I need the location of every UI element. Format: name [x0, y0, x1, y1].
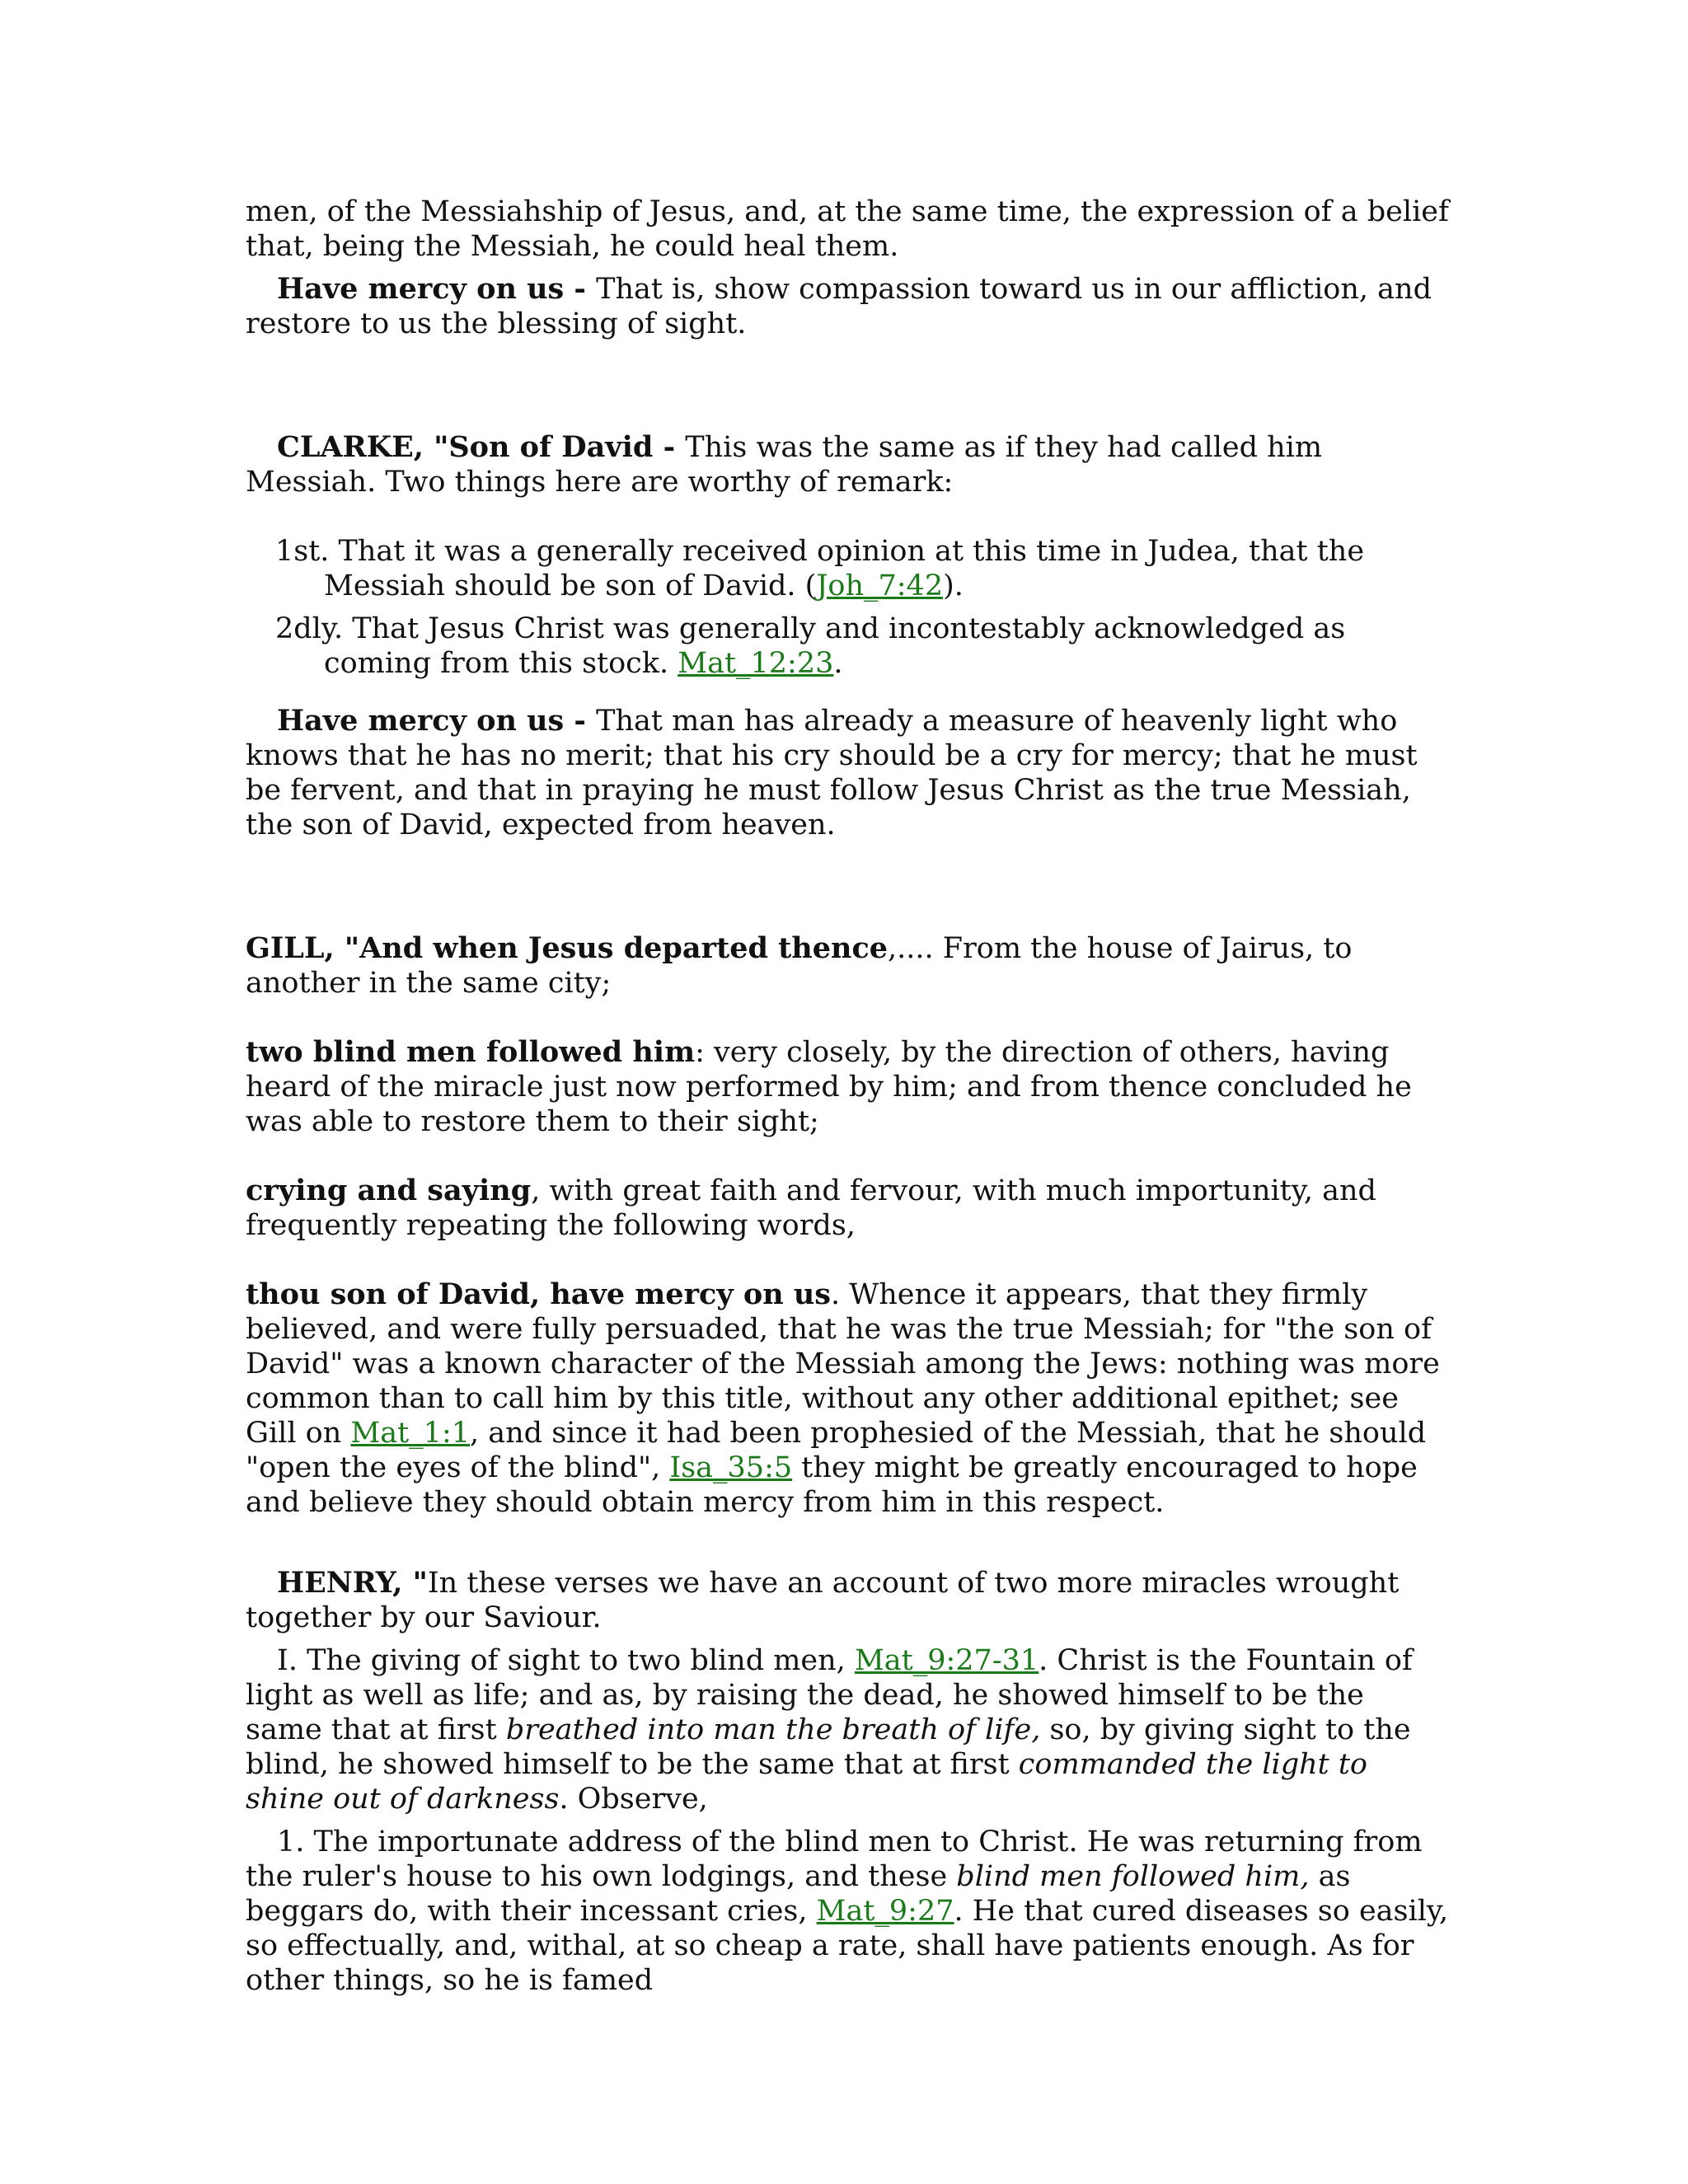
paragraph-gill-son-of-david: thou son of David, have mercy on us. Whence it appears, that they firmly believed, and were fully persuaded, that he was the true Messiah; for "the son of David" was a known character of the Messiah among the Jews: nothing was more common than to call him by this title, without any other additional epithet; see Gill on Mat_1:1, and since it had been prophesied of the Messiah, that he should "open the eyes of the blind", Isa_35:5 they might be greatly encouraged to hope and believe they should obtain mercy from him in this respect. — [246, 1277, 1440, 1519]
scripture-link-mat-9-27-31[interactable]: Mat_9:27-31 — [854, 1644, 1039, 1677]
list-item: 2dly. That Jesus Christ was generally and incontestably acknowledged as coming from this stock. Mat_12:23. — [275, 612, 1346, 680]
commentator-heading-clarke: CLARKE, "Son of David - — [277, 430, 686, 464]
document-page — [246, 194, 1449, 1998]
commentator-heading-gill: GILL, "And when Jesus departed thence — [246, 931, 889, 965]
paragraph-clarke-have-mercy: Have mercy on us - That man has already a measure of heavenly light who knows that he has no merit; that his cry should be a cry for mercy; that he must be fervent, and that in praying he must follow Jesus Christ as the true Messiah, the son of David, expected from heaven. — [246, 704, 1418, 841]
scripture-link-mat-1-1[interactable]: Mat_1:1 — [350, 1417, 471, 1450]
paragraph-clarke-son-of-david: CLARKE, "Son of David - This was the same as if they had called him Messiah. Two things here are worthy of remark: — [246, 430, 1323, 499]
commentator-heading-henry: HENRY, " — [277, 1566, 428, 1600]
paragraph-messiahship: men, of the Messiahship of Jesus, and, at the same time, the expression of a belief that, being the Messiah, he could heal them. — [246, 195, 1449, 263]
paragraph-henry-intro: HENRY, "In these verses we have an account of two more miracles wrought together by our Saviour. — [246, 1566, 1400, 1634]
list-item: 1st. That it was a generally received opinion at this time in Judea, that the Messiah should be son of David. (Joh_7:42). — [275, 535, 1365, 602]
bold-heading: two blind men followed him — [246, 1035, 696, 1069]
bold-heading: crying and saying — [246, 1174, 532, 1207]
paragraph-barnes-have-mercy: Have mercy on us - That is, show compassion toward us in our affliction, and restore to us the blessing of sight. — [246, 272, 1432, 340]
bold-heading: Have mercy on us - — [277, 272, 597, 306]
paragraph-gill-departed: GILL, "And when Jesus departed thence,.... From the house of Jairus, to another in the same city; — [246, 931, 1353, 1000]
clarke-remarks-list — [246, 534, 1449, 681]
scripture-link-isa-35-5[interactable]: Isa_35:5 — [669, 1451, 793, 1484]
paragraph-henry-sight: I. The giving of sight to two blind men, Mat_9:27-31. Christ is the Fountain of light as well as life; and as, by raising the dead, he showed himself to be the same that at first breathed into man the breath of life, so, by giving sight to the blind, he showed himself to be the same that at first commanded the light to shine out of darkness. Observe, — [246, 1644, 1413, 1816]
bold-heading: thou son of David, have mercy on us — [246, 1277, 831, 1311]
scripture-link-joh-7-42[interactable]: Joh_7:42 — [816, 569, 944, 602]
paragraph-gill-crying: crying and saying, with great faith and fervour, with much importunity, and frequently repeating the following words, — [246, 1174, 1376, 1242]
paragraph-gill-two-blind-men: two blind men followed him: very closely, by the direction of others, having heard of the miracle just now performed by him; and from thence concluded he was able to restore them to their sight; — [246, 1035, 1412, 1138]
scripture-link-mat-12-23[interactable]: Mat_12:23 — [678, 647, 834, 680]
paragraph-henry-address: 1. The importunate address of the blind men to Christ. He was returning from the ruler's house to his own lodgings, and these blind men followed him, as beggars do, with their incessant cries, Mat_9:27. He that cured diseases so easily, so effectually, and, withal, at so cheap a rate, shall have patients enough. As for other things, so he is famed — [246, 1825, 1449, 1997]
bold-heading: Have mercy on us - — [277, 704, 597, 738]
scripture-link-mat-9-27[interactable]: Mat_9:27 — [816, 1895, 954, 1928]
